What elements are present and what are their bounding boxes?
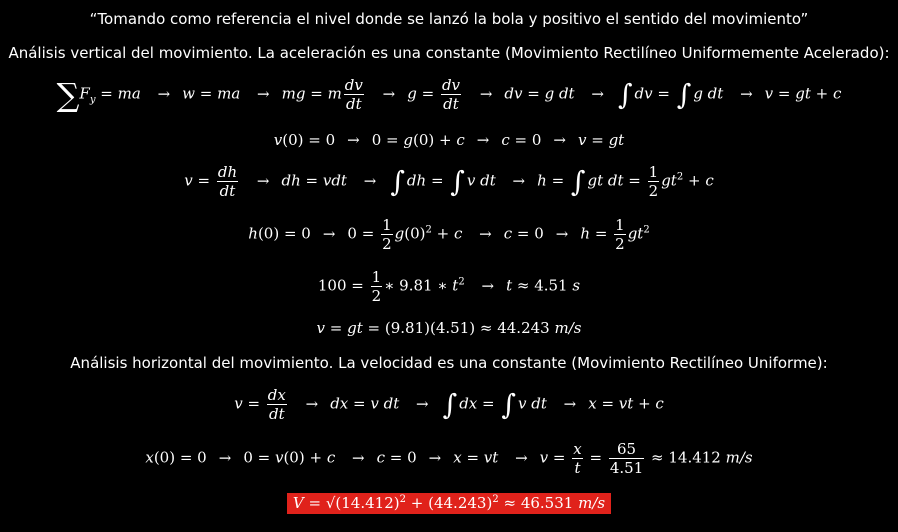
final-result-line — [0, 493, 898, 514]
equation-velocity-initial: v(0) = 0 → 0 = g(0) + c → c = 0 → v = gt — [273, 131, 625, 149]
equation-height-initial: h(0) = 0 → 0 = $\frac{1}{2}$ $g(0)^2 + c \to c = 0 \to h$ = $\frac{1}{2}$ $gt^2$ — [248, 216, 650, 253]
equation-vertical-velocity: v = gt = (9.81)(4.51) ≈ 44.243 m/s — [316, 319, 582, 337]
vertical-analysis-header: Análisis vertical del movimiento. La aceleración es una constante (Movimiento Rectilíneo Uniformemente Acelerado): — [8, 44, 890, 62]
equation-newton-vertical: $\sum F_y$ = ma → w = ma → mg = m $\frac{dv}{dt}$ → g = $\frac{dv}{dt}$ → dv = g dt → ∫ dv = ∫ g dt → v = gt + c — [56, 75, 842, 114]
final-result-highlight: $V = √(14.412)^2 + (44.243)^2 \approx 46.531$ m/s — [287, 493, 611, 514]
equation-height-integration: v = $\frac{dh}{dt}$ → dh = vdt → ∫ dh = ∫ v dt → h = ∫ gt dt = $\frac{1}{2}$ $gt^2 + c$ — [184, 163, 714, 200]
equation-horizontal-integration: v = $\frac{dx}{dt}$ → dx = v dt → ∫ dx = ∫ v dt → x = vt + c — [234, 386, 664, 423]
horizontal-analysis-header: Análisis horizontal del movimiento. La velocidad es una constante (Movimiento Rectilíneo Uniforme): — [70, 354, 828, 372]
equation-horizontal-velocity: x(0) = 0 → 0 = v(0) + c → c = 0 → x = vt → v = $\frac{x}{t}$ = $\frac{65}{4.51}$ ≈ 14.412 m/s — [145, 440, 753, 477]
equation-time-solve: 100 = $\frac{1}{2}$ ∗ 9.81 ∗ $t^2 \to t \approx 4.51$ s — [317, 268, 581, 305]
intro-text: “Tomando como referencia el nivel donde se lanzó la bola y positivo el sentido del movimiento” — [89, 10, 809, 28]
